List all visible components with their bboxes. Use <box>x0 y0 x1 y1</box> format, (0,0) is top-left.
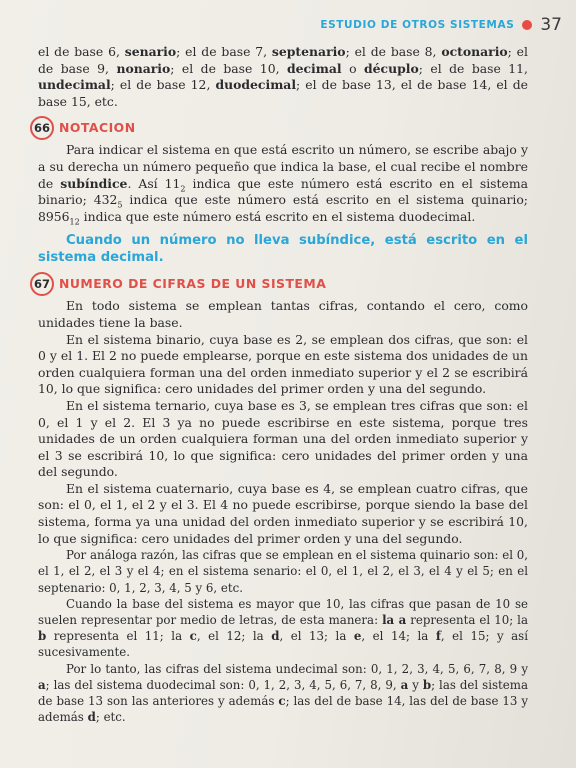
paragraph-letters: Cuando la base del sistema es mayor que 10, las cifras que pasan de 10 se suelen representar por medio de letras, de esta manera: la a representa el 10; la b representa el 11; la c, el 12; la d, el 13; la e, el 14; la f, el 15; y así sucesivamente. <box>38 596 529 660</box>
paragraph-digits-list: Por lo tanto, las cifras del sistema undecimal son: 0, 1, 2, 3, 4, 5, 6, 7, 8, 9 y a; las del sistema duodecimal son: 0, 1, 2, 3, 4, 5, 6, 7, 8, 9, a y b; las del sistema de base 13 son las anteriores y además c; las del de base 14, las del de base 13 y además d; etc. <box>38 661 528 725</box>
notation-rule: Cuando un número no lleva subíndice, está escrito en el sistema decimal. <box>38 233 528 266</box>
paragraph-general: En todo sistema se emplean tantas cifras, contando el cero, como unidades tiene la base. <box>38 298 528 330</box>
section-number-badge: 67 <box>30 272 54 296</box>
section-title: NOTACION <box>59 120 136 136</box>
running-title: ESTUDIO DE OTROS SISTEMAS <box>320 19 515 31</box>
notation-paragraph: Para indicar el sistema en que está escrito un número, se escribe abajo y a su derecha un número pequeño que indica la base, el cual recibe el nombre de subíndice. Así $11_2$ indica que este número está escrito en el sistema binario; $432_5$ indica que este número está escrito en el sistema quinario; $8956_{12}$ indica que este número está escrito en el sistema duodecimal. <box>38 142 528 227</box>
section-66-heading <box>30 116 528 140</box>
page-body <box>33 44 529 725</box>
paragraph-ternary: En el sistema ternario, cuya base es 3, se emplean tres cifras que son: el 0, el 1 y el 2. El 3 ya no puede escribirse en este sistema, porque tres unidades de un orden cualquiera forman una del orden inmediato superior y el 3 se escribirá 10, lo que significa: cero unidades del primer orden y una del segundo. <box>38 397 528 480</box>
page-number: 37 <box>540 15 562 35</box>
page-header <box>300 14 562 36</box>
red-dot-icon <box>522 20 532 30</box>
paragraph-analogy: Por análoga razón, las cifras que se emplean en el sistema quinario son: el 0, el 1, el 2, el 3 y el 4; en el sistema senario: el 0, el 1, el 2, el 3, el 4 y el 5; en el septenario: 0, 1, 2, 3, 4, 5 y 6, etc. <box>38 548 528 595</box>
intro-paragraph: el de base 6, senario; el de base 7, septenario; el de base 8, octonario; el de base 9, nonario; el de base 10, decimal o décuplo; el de base 11, undecimal; el de base 12, duodecimal; el de base 13, el de base 14, el de base 15, etc. <box>38 44 528 109</box>
paragraph-quaternary: En el sistema cuaternario, cuya base es 4, se emplean cuatro cifras, que son: el 0, el 1, el 2 y el 3. El 4 no puede escribirse, porque siendo la base del sistema, forma ya una unidad del orden inmediato superior y se escribirá 10, lo que significa: cero unidades del primer orden y una del segundo. <box>38 480 528 546</box>
paragraph-binary: En el sistema binario, cuya base es 2, se emplean dos cifras, que son: el 0 y el 1. El 2 no puede emplearse, porque en este sistema dos unidades de un orden cualquiera forman una del orden inmediato superior y el 2 se escribirá 10, lo que significa: cero unidades del primer orden y una del segundo. <box>38 331 528 397</box>
section-title: NUMERO DE CIFRAS DE UN SISTEMA <box>59 276 327 292</box>
section-67-heading <box>30 272 528 296</box>
section-number-badge: 66 <box>30 116 54 140</box>
